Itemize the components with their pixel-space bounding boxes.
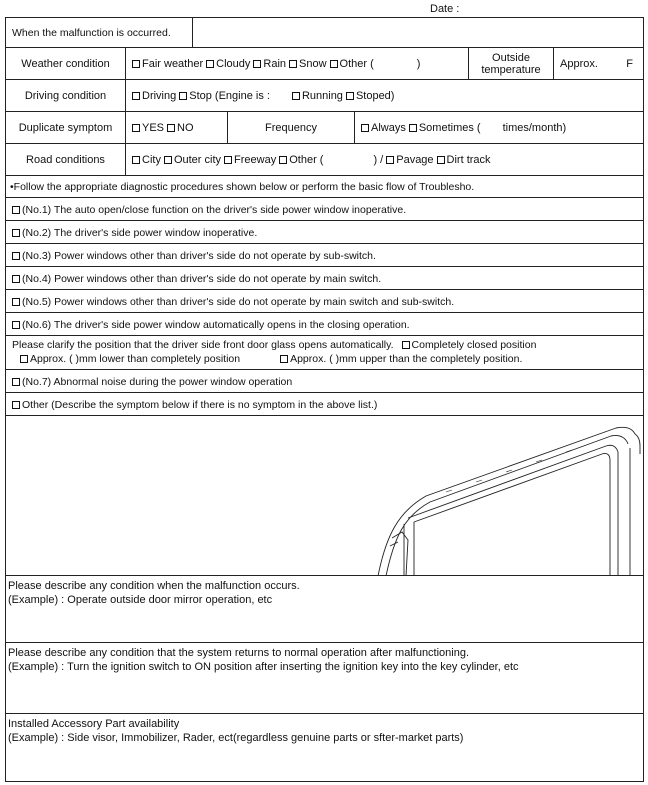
stoped-checkbox[interactable] [346, 90, 395, 102]
symptom-row [6, 393, 643, 416]
checkbox-icon [12, 252, 20, 260]
weather-rain-checkbox[interactable] [253, 58, 286, 70]
checkbox-icon [132, 156, 140, 164]
symptom-label: Other (Describe the symptom below if there is no symptom in the above list.) [22, 398, 378, 411]
yes-checkbox[interactable] [132, 122, 164, 134]
date-label: Date : [430, 3, 460, 15]
symptom-2-checkbox[interactable] [12, 221, 257, 244]
sometimes-checkbox[interactable] [409, 122, 481, 134]
pavage-checkbox[interactable] [386, 154, 433, 166]
symptom-label: (No.4) Power windows other than driver's side do not operate by main switch. [22, 272, 382, 285]
dirt-track-checkbox[interactable] [437, 154, 491, 166]
road-row [6, 144, 643, 176]
weather-other-close: ) [416, 57, 421, 70]
no-checkbox[interactable] [167, 122, 194, 134]
road-other-close: ) / [373, 153, 384, 166]
checkbox-icon [437, 156, 445, 164]
checkbox-icon [346, 92, 354, 100]
checkbox-icon [12, 401, 20, 409]
symptom-5-checkbox[interactable] [12, 290, 454, 313]
option-label: Rain [263, 57, 287, 70]
condition-example: (Example) : Turn the ignition switch to ON position after inserting the ignition key into the key cylinder, etc [8, 661, 519, 673]
option-label: Stop (Engine is : [189, 89, 270, 102]
mm-lower-checkbox[interactable] [20, 353, 240, 365]
condition-title: Installed Accessory Part availability [8, 718, 180, 730]
driving-row [6, 80, 643, 112]
running-checkbox[interactable] [292, 90, 343, 102]
driving-label: Driving condition [6, 80, 126, 111]
option-label: Sometimes ( [418, 121, 481, 134]
option-label: Completely closed position [411, 339, 537, 351]
symptom-row [6, 198, 643, 221]
clarify-text: Please clarify the position that the driver side front door glass opens automatically. [12, 339, 394, 351]
checkbox-icon [330, 60, 338, 68]
checkbox-icon [12, 229, 20, 237]
symptom-label: (No.5) Power windows other than driver's side do not operate by main switch and sub-switch. [22, 295, 455, 308]
stop-checkbox[interactable] [179, 90, 270, 102]
duplicate-options [126, 112, 228, 143]
option-label: Snow [299, 57, 327, 70]
checkbox-icon [279, 156, 287, 164]
approx-label: Approx. [560, 57, 598, 70]
malfunction-row [6, 18, 643, 48]
checkbox-icon [253, 60, 261, 68]
checkbox-icon [289, 60, 297, 68]
duplicate-label: Duplicate symptom [6, 112, 126, 143]
checkbox-icon [164, 156, 172, 164]
temperature-unit: F [626, 57, 633, 70]
instruction-text: •Follow the appropriate diagnostic procedures shown below or perform the basic flow of Troublesho. [10, 181, 475, 193]
symptom-1-checkbox[interactable] [12, 198, 406, 221]
option-label: Approx. ( )mm upper than the completely position. [290, 353, 523, 365]
inspection-form [5, 17, 644, 782]
option-label: Cloudy [216, 57, 251, 70]
checkbox-icon [132, 124, 140, 132]
condition-example: (Example) : Operate outside door mirror operation, etc [8, 594, 273, 606]
checkbox-icon [12, 275, 20, 283]
checkbox-icon [386, 156, 394, 164]
symptom-label: (No.7) Abnormal noise during the power window operation [22, 375, 293, 388]
door-window-sketch [6, 416, 643, 576]
frequency-options [355, 112, 643, 143]
instruction-row [6, 176, 643, 198]
driving-options [126, 80, 643, 111]
option-label: Other ( [289, 153, 324, 166]
option-label: Fair weather [142, 57, 204, 70]
malfunction-field[interactable] [193, 18, 643, 47]
times-suffix: times/month) [502, 121, 567, 134]
symptom-row [6, 267, 643, 290]
symptom-4-checkbox[interactable] [12, 267, 381, 290]
checkbox-icon [402, 341, 410, 349]
symptom-label: (No.1) The auto open/close function on the driver's side power window inoperative. [22, 203, 407, 216]
condition-box-3[interactable] [6, 714, 643, 781]
symptom-label: (No.3) Power windows other than driver's side do not operate by sub-switch. [22, 249, 376, 262]
checkbox-icon [12, 206, 20, 214]
condition-example: (Example) : Side visor, Immobilizer, Rader, ect(regardless genuine parts or sfter-market parts) [8, 732, 464, 744]
checkbox-icon [292, 92, 300, 100]
checkbox-icon [12, 298, 20, 306]
symptom-label: (No.6) The driver's side power window automatically opens in the closing operation. [22, 318, 410, 331]
checkbox-icon [206, 60, 214, 68]
option-label: Dirt track [446, 153, 491, 166]
option-label: Always [371, 121, 406, 134]
always-checkbox[interactable] [361, 122, 406, 134]
other-symptom-checkbox[interactable] [12, 393, 377, 416]
checkbox-icon [224, 156, 232, 164]
option-label: Driving [142, 89, 177, 102]
checkbox-icon [179, 92, 187, 100]
outer-city-checkbox[interactable] [164, 154, 221, 166]
symptom-label: (No.2) The driver's side power window inoperative. [22, 226, 258, 239]
clarify-options-line [20, 352, 522, 366]
option-label: Approx. ( )mm lower than completely position [30, 353, 241, 365]
symptom-6-checkbox[interactable] [12, 313, 410, 336]
city-checkbox[interactable] [132, 154, 161, 166]
option-label: Freeway [234, 153, 277, 166]
symptom-7-checkbox[interactable] [12, 370, 292, 393]
mm-upper-checkbox[interactable] [280, 353, 522, 365]
weather-fair-checkbox[interactable] [132, 58, 203, 70]
option-label: City [142, 153, 161, 166]
malfunction-label: When the malfunction is occurred. [6, 18, 193, 47]
symptom-3-checkbox[interactable] [12, 244, 376, 267]
road-other-checkbox[interactable] [279, 154, 323, 166]
condition-box-1[interactable] [6, 576, 643, 643]
checkbox-icon [167, 124, 175, 132]
condition-title: Please describe any condition that the system returns to normal operation after malfunctioning. [8, 647, 470, 659]
weather-other-checkbox[interactable] [330, 58, 374, 70]
option-label: Other ( [339, 57, 374, 70]
option-label: Running [301, 89, 343, 102]
weather-snow-checkbox[interactable] [289, 58, 327, 70]
condition-title: Please describe any condition when the malfunction occurs. [8, 580, 300, 592]
temperature-field[interactable] [554, 48, 643, 79]
condition-box-2[interactable] [6, 643, 643, 714]
weather-options [126, 48, 469, 79]
checkbox-icon [12, 321, 20, 329]
symptom-drawing-area[interactable] [6, 416, 643, 576]
road-label: Road conditions [6, 144, 126, 175]
checkbox-icon [12, 378, 20, 386]
symptom-row [6, 370, 643, 393]
option-label: Pavage [396, 153, 434, 166]
freeway-checkbox[interactable] [224, 154, 276, 166]
frequency-label: Frequency [228, 112, 355, 143]
symptom-row [6, 244, 643, 267]
symptom-row [6, 221, 643, 244]
duplicate-row [6, 112, 643, 144]
weather-label: Weather condition [6, 48, 126, 79]
option-label: YES [142, 121, 165, 134]
symptom-row [6, 290, 643, 313]
weather-cloudy-checkbox[interactable] [206, 58, 250, 70]
driving-checkbox[interactable] [132, 90, 176, 102]
symptom-row [6, 313, 643, 336]
completely-closed-checkbox[interactable] [402, 339, 537, 351]
option-label: Stoped) [355, 89, 395, 102]
checkbox-icon [132, 60, 140, 68]
outside-temp-label: Outside temperature [469, 48, 554, 79]
checkbox-icon [361, 124, 369, 132]
checkbox-icon [132, 92, 140, 100]
clarify-line [12, 338, 536, 352]
option-label: Outer city [173, 153, 222, 166]
weather-row [6, 48, 643, 80]
checkbox-icon [280, 355, 288, 363]
checkbox-icon [409, 124, 417, 132]
clarify-row [6, 336, 643, 370]
option-label: NO [177, 121, 194, 134]
checkbox-icon [20, 355, 28, 363]
road-options [126, 144, 643, 175]
